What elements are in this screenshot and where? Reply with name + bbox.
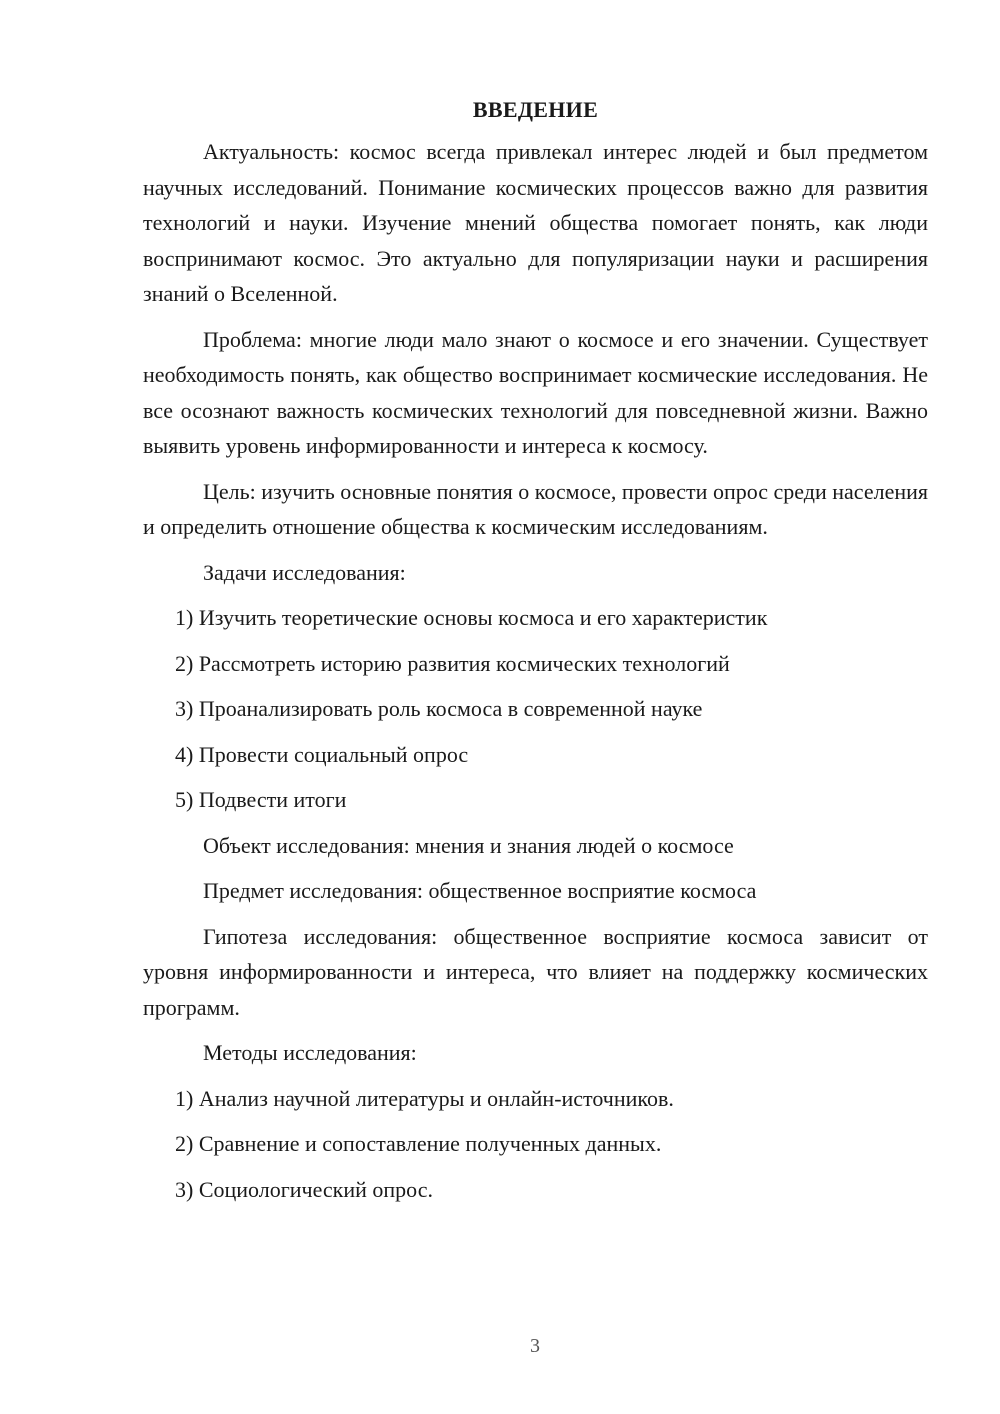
page-content (143, 96, 928, 1217)
task-item: 5) Подвести итоги (175, 787, 347, 812)
task-item: 2) Рассмотреть историю развития космических технологий (175, 650, 730, 676)
method-item: 2) Сравнение и сопоставление полученных данных. (175, 1131, 662, 1156)
tasks-heading: Задачи исследования: (203, 559, 406, 585)
method-item: 3) Социологический опрос. (175, 1176, 433, 1202)
method-item: 1) Анализ научной литературы и онлайн-источников. (175, 1085, 674, 1111)
page-number: 3 (530, 1335, 540, 1357)
task-item: 3) Проанализировать роль космоса в современной науке (175, 696, 703, 721)
hypothesis-paragraph: Гипотеза исследования: общественное восприятие космоса зависит от уровня информированности и интереса, что влияет на поддержку космических программ. (143, 923, 928, 1020)
page-title: ВВЕДЕНИЕ (472, 97, 599, 122)
relevance-paragraph: Актуальность: космос всегда привлекал интерес людей и был предметом научных исследований. Понимание космических процессов важно для развития технологий и науки. Изучение мнений общества помогает понять, как люди воспринимают космос. Это актуально для популяризации науки и расширения знаний о Вселенной. (143, 139, 928, 306)
goal-paragraph: Цель: изучить основные понятия о космосе, провести опрос среди населения и определить отношение общества к космическим исследованиям. (143, 478, 928, 539)
task-item: 1) Изучить теоретические основы космоса и его характеристик (175, 605, 768, 630)
object-line: Объект исследования: мнения и знания людей о космосе (203, 832, 734, 858)
task-item: 4) Провести социальный опрос (175, 741, 469, 767)
subject-line: Предмет исследования: общественное восприятие космоса (203, 878, 757, 903)
problem-paragraph: Проблема: многие люди мало знают о космосе и его значении. Существует необходимость понять, как общество воспринимает космические исследования. Не все осознают важность космических технологий для повседневной жизни. Важно выявить уровень информированности и интереса к космосу. (143, 326, 928, 458)
methods-heading: Методы исследования: (203, 1040, 417, 1065)
